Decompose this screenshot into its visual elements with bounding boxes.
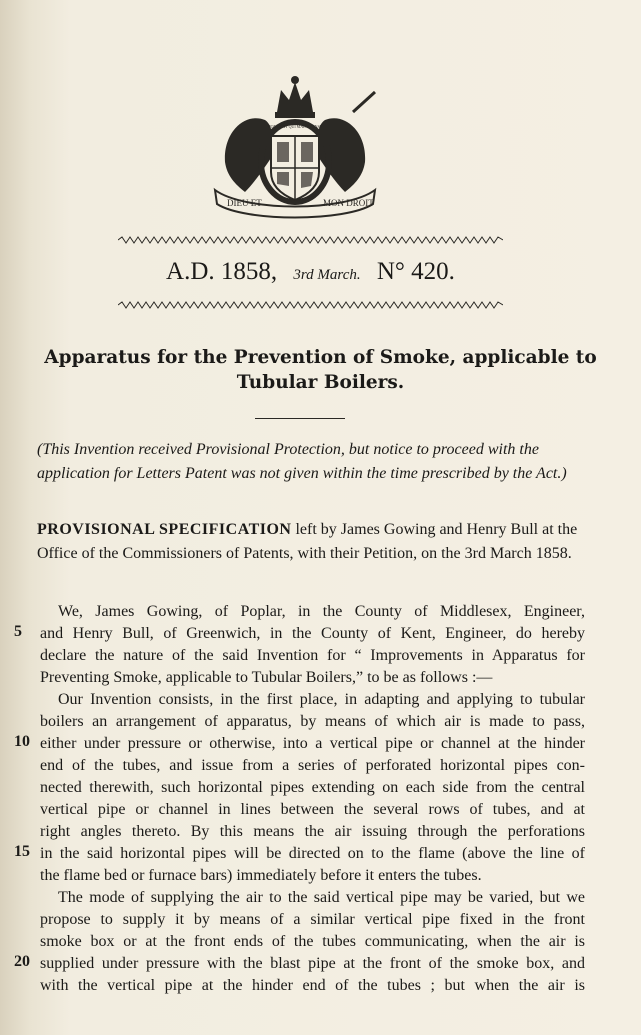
text-line: end of the tubes, and issue from a series of perforated horizontal pipes con- — [40, 757, 585, 774]
garter-motto: HONI SOIT QUI MAL Y PENSE — [267, 124, 323, 129]
date: 3rd March. — [293, 267, 361, 283]
text-line: The mode of supplying the air to the said vertical pipe may be varied, but we — [58, 889, 585, 906]
line-number: 5 — [14, 623, 22, 640]
royal-coat-of-arms — [205, 72, 385, 220]
text-line: with the vertical pipe at the hinder end of the tubes ; but when the air is — [40, 977, 585, 994]
line-number: 15 — [14, 843, 30, 860]
text-line: boilers an arrangement of apparatus, by means of which air is made to pass, — [40, 713, 585, 730]
text-line: supplied under pressure with the blast pipe at the front of the smoke box, and — [40, 955, 585, 972]
year: A.D. 1858, — [166, 258, 278, 285]
patent-date-line — [118, 258, 503, 286]
text-line: We, James Gowing, of Poplar, in the County of Middlesex, Engineer, — [58, 603, 585, 620]
patent-number: N° 420. — [376, 258, 455, 285]
text-line: nected therewith, such horizontal pipes extending on each side from the central — [40, 779, 585, 796]
patent-title: Apparatus for the Prevention of Smoke, applicable to Tubular Boilers. — [44, 347, 597, 393]
line-number: 20 — [14, 953, 30, 970]
text-line: Our Invention consists, in the first place, in adapting and applying to tubular — [58, 691, 585, 708]
text-line: vertical pipe or channel in lines between the several rows of tubes, and at — [40, 801, 585, 818]
ornamental-rule-top — [118, 236, 503, 244]
title-divider — [255, 418, 345, 419]
text-line: the flame bed or furnace bars) immediately before it enters the tubes. — [40, 867, 482, 884]
provisional-text: left by James Gowing and Henry Bull at the Office of the Commissioners of Patents, with their Petition, on the 3rd March 1858. — [37, 521, 578, 562]
text-line: in the said horizontal pipes will be directed on to the flame (above the line of — [40, 845, 585, 862]
ornamental-rule-bottom — [118, 301, 503, 309]
text-line: propose to supply it by means of a similar vertical pipe fixed in the front — [40, 911, 585, 928]
provisional-specification — [37, 518, 585, 566]
text-line: declare the nature of the said Invention for “ Improvements in Apparatus for — [40, 647, 585, 664]
protection-note: (This Invention received Provisional Protection, but notice to proceed with the application for Letters Patent was not given within the time prescribed by the Act.) — [37, 441, 567, 482]
text-line: and Henry Bull, of Greenwich, in the County of Kent, Engineer, do hereby — [40, 625, 585, 642]
text-line: smoke box or at the front ends of the tubes communicating, when the air is — [40, 933, 585, 950]
text-line: right angles thereto. By this means the air issuing through the perforations — [40, 823, 585, 840]
motto-right: MON DROIT — [323, 198, 374, 208]
text-line: Preventing Smoke, applicable to Tubular Boilers,” to be as follows :— — [40, 669, 493, 686]
provisional-heading: PROVISIONAL SPECIFICATION — [37, 521, 292, 538]
line-number: 10 — [14, 733, 30, 750]
motto-left: DIEU ET — [227, 198, 262, 208]
text-line: either under pressure or otherwise, into a vertical pipe or channel at the hinder — [40, 735, 585, 752]
